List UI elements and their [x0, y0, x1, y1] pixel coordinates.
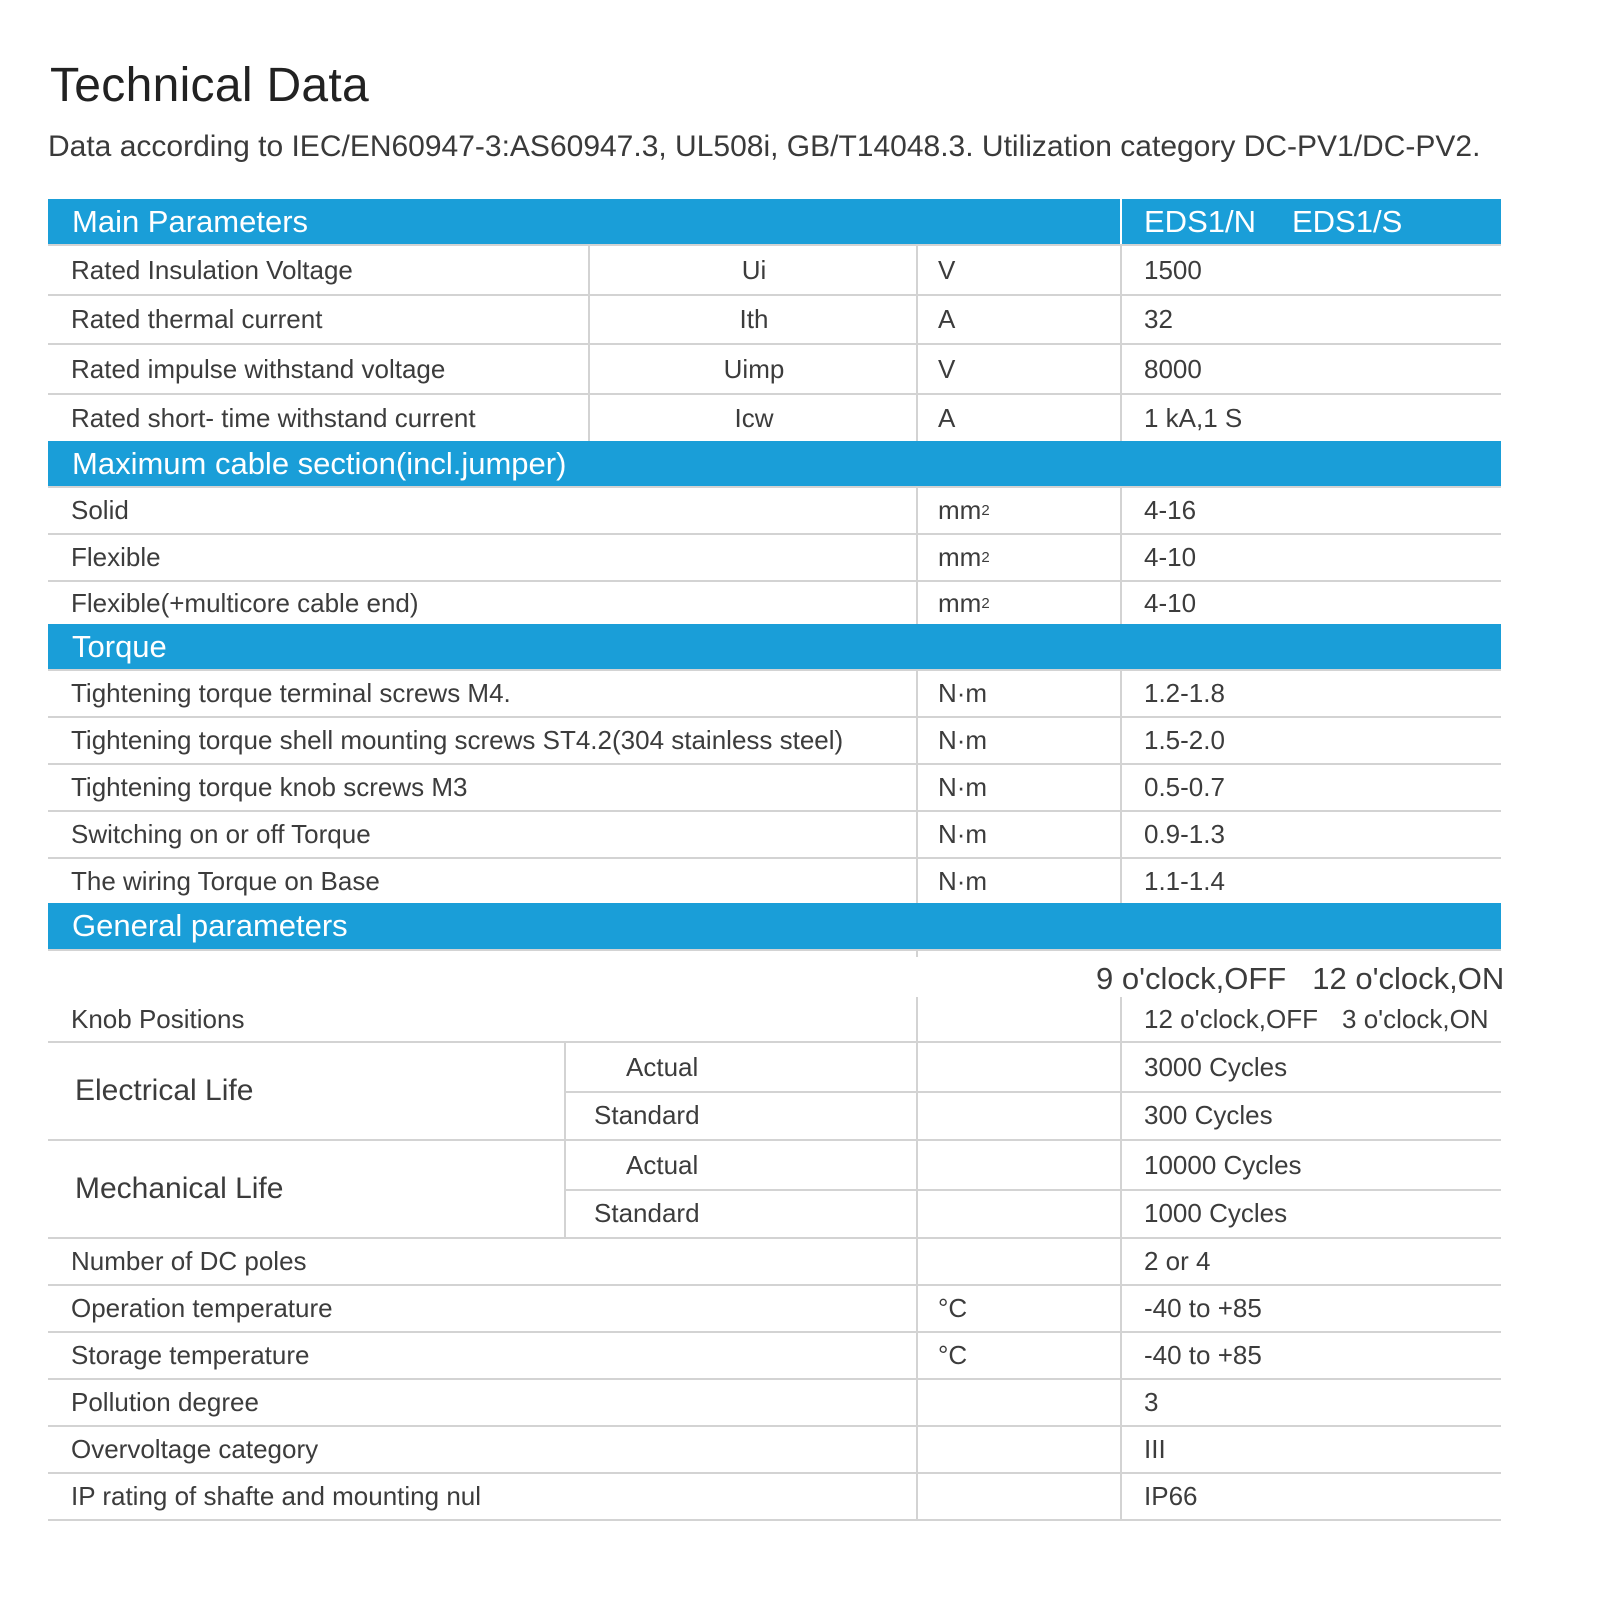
knob-positions-row [48, 997, 1501, 1043]
param-unit [916, 1239, 1122, 1284]
param-name: Number of DC poles [71, 1246, 307, 1276]
knob-positions-line1 [48, 951, 1505, 997]
table-row [48, 812, 1501, 859]
table-row [48, 1380, 1501, 1427]
divider [916, 1091, 920, 1139]
param-unit: N·m [916, 671, 1122, 716]
param-name: Electrical Life [75, 1074, 254, 1107]
param-name: Operation temperature [71, 1293, 333, 1323]
main-parameters-header [48, 199, 1501, 246]
param-name: Knob Positions [71, 1003, 245, 1034]
param-name: Storage temperature [71, 1340, 310, 1370]
table-row [48, 765, 1501, 812]
model-name: EDS1/S [1291, 203, 1403, 239]
section-title: Main Parameters [72, 203, 309, 239]
divider [916, 1189, 920, 1237]
param-name: Switching on or off Torque [71, 819, 371, 849]
param-value: 0.5-0.7 [1120, 765, 1524, 810]
param-value: 12 o'clock,OFF 3 o'clock,ON [1120, 997, 1524, 1041]
param-name: Mechanical Life [75, 1172, 284, 1205]
param-unit: N·m [916, 718, 1122, 763]
param-value: III [1120, 1427, 1524, 1472]
param-value: 3000 Cycles [1120, 1043, 1287, 1091]
param-name: Rated thermal current [71, 304, 323, 334]
param-value: 1.2-1.8 [1120, 671, 1524, 716]
param-unit: °C [916, 1333, 1122, 1378]
table-row [48, 718, 1501, 765]
param-name: Solid [71, 495, 129, 525]
param-value: 10000 Cycles [1120, 1141, 1302, 1189]
section-title: Maximum cable section(incl.jumper) [72, 445, 567, 481]
table-row [48, 535, 1501, 582]
sub-row-actual [564, 1141, 1501, 1191]
page-title: Technical Data [50, 59, 370, 112]
cable-section-header [48, 441, 1501, 488]
technical-data-table [48, 199, 1505, 1521]
sub-label: Standard [564, 1189, 888, 1237]
param-unit [916, 1427, 1122, 1472]
param-unit: V [916, 246, 1122, 294]
param-name: Rated impulse withstand voltage [71, 353, 446, 384]
param-unit [916, 997, 1122, 1041]
table-row [48, 296, 1501, 345]
param-name: Rated short- time withstand current [71, 402, 476, 433]
table-row [48, 1333, 1501, 1380]
divider [916, 1141, 920, 1189]
param-symbol: Uimp [588, 345, 918, 393]
param-unit: N·m [916, 765, 1122, 810]
mechanical-life-row [48, 1141, 1501, 1239]
table-row [48, 859, 1501, 903]
param-symbol: Icw [588, 395, 918, 441]
divider [916, 1043, 920, 1091]
param-unit [916, 1474, 1122, 1519]
param-value: 1.1-1.4 [1120, 859, 1524, 903]
param-value: 0.9-1.3 [1120, 812, 1524, 857]
param-name: Flexible(+multicore cable end) [71, 587, 419, 618]
param-unit: mm 2 [916, 488, 1122, 533]
sub-row-standard [564, 1091, 1501, 1139]
param-name: Tightening torque knob screws M3 [71, 772, 468, 802]
param-name: Tightening torque terminal screws M4. [71, 678, 511, 708]
param-value: 1500 [1120, 246, 1524, 294]
table-row [48, 671, 1501, 718]
param-value: IP66 [1120, 1474, 1524, 1519]
param-value: 300 Cycles [1120, 1091, 1273, 1139]
param-value: 1.5-2.0 [1120, 718, 1524, 763]
table-row [48, 1474, 1501, 1521]
section-title: General parameters [72, 908, 348, 943]
param-unit: A [916, 296, 1122, 343]
sub-label: Actual [564, 1043, 888, 1091]
table-row [48, 1427, 1501, 1474]
torque-section-header [48, 624, 1501, 671]
param-symbol: Ui [588, 246, 918, 294]
sub-row-standard [564, 1189, 1501, 1237]
model-columns [1120, 199, 1402, 244]
param-name: Rated Insulation Voltage [71, 254, 353, 285]
divider [916, 951, 918, 957]
param-unit [916, 1380, 1122, 1425]
param-unit: N·m [916, 812, 1122, 857]
param-name: IP rating of shafte and mounting nul [71, 1481, 482, 1511]
param-value: 8000 [1120, 345, 1524, 393]
param-value: 4-10 [1120, 582, 1524, 624]
param-value: 4-16 [1120, 488, 1524, 533]
param-name: Pollution degree [71, 1387, 259, 1417]
sub-row-actual [564, 1043, 1501, 1093]
param-value: -40 to +85 [1120, 1333, 1524, 1378]
table-row [48, 246, 1501, 296]
param-value: 1 kA,1 S [1120, 395, 1524, 441]
table-row [48, 1239, 1501, 1286]
param-value: 2 or 4 [1120, 1239, 1524, 1284]
param-name: Tightening torque shell mounting screws ST4.2(304 stainless steel) [71, 725, 844, 755]
param-unit: mm 2 [916, 535, 1122, 580]
param-name: The wiring Torque on Base [71, 865, 380, 896]
table-row [48, 582, 1501, 624]
param-value: 32 [1120, 296, 1524, 343]
param-value: 1000 Cycles [1120, 1189, 1287, 1237]
sub-label: Standard [564, 1091, 888, 1139]
param-symbol: Ith [588, 296, 918, 343]
knob-position-values: 9 o'clock,OFF 12 o'clock,ON [1096, 961, 1505, 996]
param-name: Flexible [71, 542, 161, 572]
param-value: -40 to +85 [1120, 1286, 1524, 1331]
param-unit: °C [916, 1286, 1122, 1331]
table-row [48, 1286, 1501, 1333]
param-value: 3 [1120, 1380, 1524, 1425]
param-name: Overvoltage category [71, 1434, 319, 1464]
param-unit: A [916, 395, 1122, 441]
sub-label: Actual [564, 1141, 888, 1189]
general-section-header [48, 903, 1501, 951]
table-row [48, 488, 1501, 535]
electrical-life-row [48, 1043, 1501, 1141]
model-name: EDS1/N [1144, 203, 1256, 239]
table-row [48, 345, 1501, 395]
standards-note: Data according to IEC/EN60947-3:AS60947.3, UL508i, GB/T14048.3. Utilization category DC-PV1/DC-PV2. [48, 130, 1481, 163]
section-title: Torque [72, 628, 167, 664]
param-unit: V [916, 345, 1122, 393]
param-unit: N·m [916, 859, 1122, 903]
param-value: 4-10 [1120, 535, 1524, 580]
table-row [48, 395, 1501, 441]
param-unit: mm 2 [916, 582, 1122, 624]
